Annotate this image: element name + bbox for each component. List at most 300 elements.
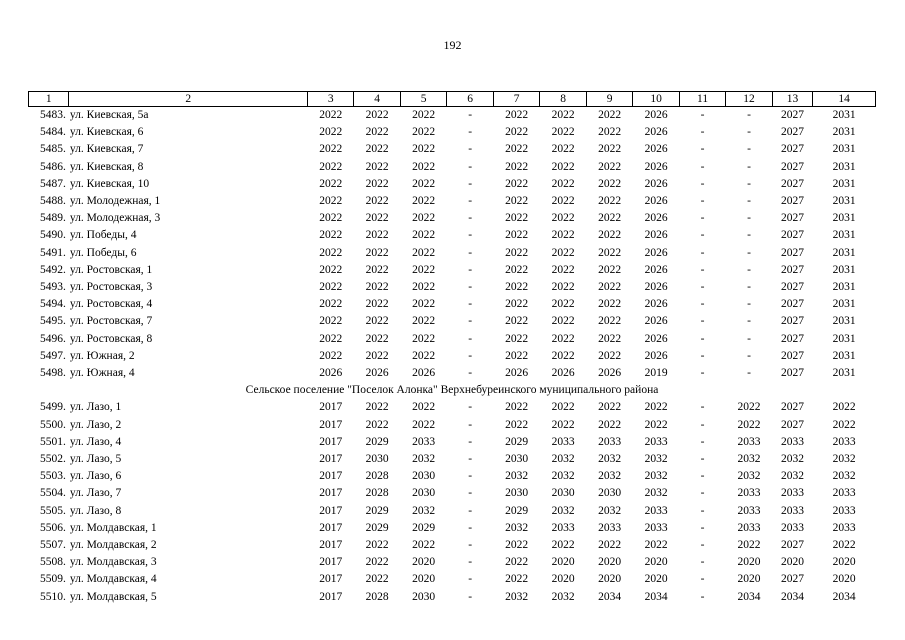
year-cell: 2027 [781, 246, 804, 259]
year-cell: 2022 [365, 573, 389, 586]
year-cell: 2022 [365, 556, 389, 569]
year-cell: - [468, 590, 473, 603]
row-number: 5494. [40, 298, 66, 311]
year-cell: 2026 [644, 160, 668, 173]
year-cell: 2027 [781, 109, 804, 121]
year-cell: - [468, 367, 473, 380]
year-cell: 2022 [505, 573, 529, 586]
year-cell: 2031 [832, 160, 856, 173]
page-number: 192 [443, 38, 462, 52]
year-cell: 2027 [781, 177, 804, 190]
year-cell: 2022 [505, 212, 529, 225]
address-cell: ул. Молодежная, 3 [69, 212, 161, 225]
year-cell: 2031 [832, 177, 856, 190]
year-cell: 2022 [551, 263, 575, 276]
year-cell: 2022 [319, 126, 343, 139]
year-cell: 2022 [365, 143, 389, 156]
year-cell: - [700, 504, 705, 517]
year-cell: 2022 [551, 177, 575, 190]
year-cell: 2022 [412, 195, 436, 208]
year-cell: 2027 [781, 195, 804, 208]
year-cell: 2022 [505, 315, 529, 328]
table-row [29, 417, 876, 434]
year-cell: - [700, 418, 705, 431]
year-cell: 2029 [505, 435, 529, 448]
year-cell: 2020 [551, 573, 575, 586]
year-cell: 2027 [781, 160, 804, 173]
year-cell: 2031 [832, 246, 856, 259]
year-cell: - [468, 177, 473, 190]
year-cell: 2032 [412, 504, 436, 517]
year-cell: 2017 [319, 418, 343, 431]
year-cell: 2022 [319, 109, 343, 121]
schedule-table [28, 91, 876, 606]
year-cell: 2026 [551, 367, 575, 380]
year-cell: 2022 [319, 315, 343, 328]
year-cell: - [700, 229, 705, 242]
year-cell: 2017 [319, 573, 343, 586]
column-number-10: 10 [633, 92, 679, 107]
year-cell: 2022 [832, 539, 856, 552]
year-cell: 2032 [598, 504, 622, 517]
year-cell: 2022 [505, 332, 529, 345]
year-cell: 2027 [781, 367, 804, 380]
year-cell: 2033 [644, 521, 668, 534]
year-cell: 2022 [412, 177, 436, 190]
year-cell: 2033 [832, 521, 856, 534]
year-cell: 2027 [781, 143, 804, 156]
year-cell: 2022 [412, 349, 436, 362]
year-cell: 2020 [412, 556, 436, 569]
year-cell: 2022 [365, 418, 389, 431]
year-cell: 2022 [365, 315, 389, 328]
year-cell: - [700, 281, 705, 294]
year-cell: 2027 [781, 418, 804, 431]
year-cell: - [468, 487, 473, 500]
year-cell: 2022 [598, 263, 622, 276]
year-cell: - [468, 556, 473, 569]
year-cell: - [700, 177, 705, 190]
year-cell: 2020 [598, 573, 622, 586]
year-cell: 2031 [832, 349, 856, 362]
year-cell: 2031 [832, 332, 856, 345]
row-number: 5505. [40, 504, 66, 517]
year-cell: - [700, 160, 705, 173]
year-cell: 2033 [412, 435, 436, 448]
year-cell: 2027 [781, 315, 804, 328]
year-cell: 2033 [781, 521, 804, 534]
table-row [29, 331, 876, 348]
year-cell: 2022 [737, 539, 761, 552]
year-cell: 2022 [365, 246, 389, 259]
year-cell: 2033 [737, 521, 761, 534]
year-cell: 2022 [551, 539, 575, 552]
table-row [29, 537, 876, 554]
table-row [29, 193, 876, 210]
year-cell: 2032 [505, 470, 529, 483]
year-cell: 2022 [551, 229, 575, 242]
year-cell: - [468, 315, 473, 328]
year-cell: 2020 [644, 556, 668, 569]
year-cell: 2022 [551, 109, 575, 121]
year-cell: 2020 [737, 556, 761, 569]
year-cell: 2027 [781, 229, 804, 242]
year-cell: - [468, 126, 473, 139]
year-cell: 2027 [781, 349, 804, 362]
year-cell: 2022 [412, 263, 436, 276]
year-cell: 2032 [412, 453, 436, 466]
year-cell: 2026 [644, 229, 668, 242]
year-cell: 2026 [644, 298, 668, 311]
address-cell: ул. Победы, 4 [69, 229, 137, 242]
year-cell: 2034 [644, 590, 668, 603]
year-cell: - [700, 195, 705, 208]
year-cell: 2022 [412, 539, 436, 552]
year-cell: 2022 [365, 160, 389, 173]
year-cell: - [700, 109, 705, 121]
year-cell: 2022 [365, 263, 389, 276]
year-cell: 2022 [365, 332, 389, 345]
year-cell: 2032 [737, 470, 761, 483]
year-cell: 2022 [598, 229, 622, 242]
year-cell: - [700, 298, 705, 311]
address-cell: ул. Киевская, 8 [69, 160, 144, 173]
row-number: 5503. [40, 470, 66, 483]
year-cell: - [747, 332, 751, 345]
year-cell: 2022 [598, 281, 622, 294]
row-number: 5492. [40, 263, 66, 276]
row-number: 5504. [40, 487, 66, 500]
year-cell: - [468, 143, 473, 156]
year-cell: 2017 [319, 590, 343, 603]
year-cell: - [747, 212, 751, 225]
year-cell: 2026 [644, 212, 668, 225]
year-cell: 2022 [412, 126, 436, 139]
year-cell: 2022 [412, 246, 436, 259]
year-cell: 2033 [737, 487, 761, 500]
table-row [29, 554, 876, 571]
address-cell: ул. Лазо, 7 [69, 487, 122, 500]
table-row [29, 571, 876, 588]
year-cell: 2030 [598, 487, 622, 500]
year-cell: - [468, 470, 473, 483]
year-cell: 2022 [737, 418, 761, 431]
table-row [29, 227, 876, 244]
table-body [29, 107, 876, 606]
year-cell: - [468, 246, 473, 259]
year-cell: - [468, 229, 473, 242]
year-cell: 2017 [319, 504, 343, 517]
year-cell: 2027 [781, 212, 804, 225]
year-cell: 2022 [505, 160, 529, 173]
year-cell: 2022 [551, 332, 575, 345]
address-cell: ул. Киевская, 6 [69, 126, 144, 139]
year-cell: 2029 [365, 504, 389, 517]
year-cell: 2033 [832, 435, 856, 448]
year-cell: - [700, 315, 705, 328]
year-cell: 2032 [598, 453, 622, 466]
year-cell: 2034 [781, 590, 804, 603]
year-cell: 2022 [598, 332, 622, 345]
year-cell: 2022 [319, 298, 343, 311]
row-number: 5493. [40, 281, 66, 294]
year-cell: 2022 [365, 349, 389, 362]
year-cell: 2033 [781, 487, 804, 500]
year-cell: 2022 [365, 539, 389, 552]
year-cell: 2033 [598, 521, 622, 534]
year-cell: 2017 [319, 487, 343, 500]
year-cell: 2027 [781, 573, 804, 586]
year-cell: - [747, 229, 751, 242]
year-cell: 2019 [644, 367, 668, 380]
year-cell: 2022 [598, 418, 622, 431]
year-cell: 2022 [551, 212, 575, 225]
year-cell: 2022 [505, 539, 529, 552]
year-cell: 2022 [365, 195, 389, 208]
year-cell: - [747, 281, 751, 294]
year-cell: 2033 [598, 435, 622, 448]
year-cell: 2031 [832, 263, 856, 276]
address-cell: ул. Киевская, 10 [69, 177, 150, 190]
year-cell: 2022 [319, 143, 343, 156]
year-cell: 2026 [598, 367, 622, 380]
year-cell: - [747, 195, 751, 208]
table-row [29, 141, 876, 158]
year-cell: 2022 [551, 401, 575, 414]
column-number-13: 13 [772, 92, 812, 107]
year-cell: 2026 [644, 315, 668, 328]
year-cell: 2022 [505, 229, 529, 242]
year-cell: 2032 [551, 590, 575, 603]
year-cell: - [700, 539, 705, 552]
year-cell: 2033 [781, 435, 804, 448]
year-cell: 2022 [598, 143, 622, 156]
column-number-12: 12 [726, 92, 772, 107]
year-cell: 2022 [319, 332, 343, 345]
row-number: 5502. [40, 453, 66, 466]
year-cell: - [700, 212, 705, 225]
year-cell: - [747, 246, 751, 259]
year-cell: 2022 [505, 143, 529, 156]
year-cell: 2032 [505, 590, 529, 603]
address-cell: ул. Ростовская, 3 [69, 281, 153, 294]
address-cell: ул. Молдавская, 4 [69, 573, 157, 586]
address-cell: ул. Лазо, 6 [69, 470, 122, 483]
row-number: 5500. [40, 418, 66, 431]
table-row [29, 279, 876, 296]
year-cell: - [747, 177, 751, 190]
year-cell: 2022 [551, 281, 575, 294]
year-cell: 2027 [781, 332, 804, 345]
table-row [29, 520, 876, 537]
year-cell: 2017 [319, 470, 343, 483]
year-cell: 2022 [598, 246, 622, 259]
year-cell: 2026 [319, 367, 343, 380]
year-cell: 2022 [319, 263, 343, 276]
year-cell: 2022 [319, 349, 343, 362]
year-cell: 2033 [644, 504, 668, 517]
year-cell: 2029 [365, 521, 389, 534]
year-cell: 2020 [737, 573, 761, 586]
year-cell: 2030 [505, 487, 529, 500]
year-cell: - [700, 246, 705, 259]
year-cell: 2030 [551, 487, 575, 500]
year-cell: 2022 [505, 246, 529, 259]
year-cell: - [747, 298, 751, 311]
year-cell: 2022 [412, 332, 436, 345]
year-cell: - [468, 418, 473, 431]
year-cell: - [700, 401, 705, 414]
row-number: 5487. [40, 177, 66, 190]
table-row [29, 107, 876, 125]
year-cell: 2022 [598, 160, 622, 173]
year-cell: 2022 [505, 126, 529, 139]
year-cell: 2026 [505, 367, 529, 380]
year-cell: - [700, 263, 705, 276]
year-cell: 2030 [505, 453, 529, 466]
year-cell: 2022 [412, 212, 436, 225]
table-row [29, 365, 876, 382]
year-cell: 2022 [412, 143, 436, 156]
year-cell: 2017 [319, 556, 343, 569]
year-cell: 2020 [598, 556, 622, 569]
year-cell: 2022 [598, 401, 622, 414]
year-cell: 2020 [551, 556, 575, 569]
year-cell: 2032 [832, 470, 856, 483]
row-number: 5510. [40, 590, 66, 603]
year-cell: 2022 [551, 143, 575, 156]
year-cell: 2027 [781, 126, 804, 139]
year-cell: 2020 [832, 573, 856, 586]
year-cell: - [700, 487, 705, 500]
address-cell: ул. Южная, 4 [69, 367, 135, 380]
year-cell: 2032 [551, 453, 575, 466]
address-cell: ул. Ростовская, 7 [69, 315, 153, 328]
year-cell: 2031 [832, 212, 856, 225]
year-cell: - [700, 453, 705, 466]
year-cell: - [747, 126, 751, 139]
year-cell: 2022 [412, 281, 436, 294]
year-cell: 2022 [598, 195, 622, 208]
table-row [29, 503, 876, 520]
year-cell: 2022 [598, 349, 622, 362]
year-cell: 2031 [832, 298, 856, 311]
year-cell: 2032 [551, 470, 575, 483]
year-cell: - [700, 590, 705, 603]
address-cell: ул. Южная, 2 [69, 349, 135, 362]
section-title: Сельское поселение "Поселок Алонка" Верхнебуреинского муниципального района [245, 384, 659, 397]
year-cell: 2033 [737, 435, 761, 448]
year-cell: 2022 [832, 401, 856, 414]
year-cell: 2034 [598, 590, 622, 603]
year-cell: 2022 [365, 401, 389, 414]
year-cell: - [747, 143, 751, 156]
year-cell: - [468, 435, 473, 448]
column-number-4: 4 [354, 92, 400, 107]
year-cell: 2022 [551, 195, 575, 208]
year-cell: 2022 [505, 281, 529, 294]
column-number-5: 5 [400, 92, 446, 107]
year-cell: - [468, 573, 473, 586]
year-cell: 2022 [412, 401, 436, 414]
row-number: 5497. [40, 349, 66, 362]
year-cell: 2031 [832, 315, 856, 328]
table-row [29, 451, 876, 468]
year-cell: 2022 [365, 126, 389, 139]
year-cell: 2017 [319, 435, 343, 448]
year-cell: 2026 [644, 349, 668, 362]
year-cell: - [468, 195, 473, 208]
address-cell: ул. Лазо, 5 [69, 453, 122, 466]
year-cell: 2022 [365, 109, 389, 121]
row-number: 5489. [40, 212, 66, 225]
year-cell: 2022 [505, 263, 529, 276]
year-cell: 2017 [319, 521, 343, 534]
column-number-1: 1 [29, 92, 69, 107]
year-cell: 2022 [412, 298, 436, 311]
year-cell: - [747, 263, 751, 276]
table-row [29, 399, 876, 416]
year-cell: 2033 [551, 521, 575, 534]
year-cell: 2022 [598, 177, 622, 190]
year-cell: - [700, 349, 705, 362]
year-cell: 2026 [644, 332, 668, 345]
address-cell: ул. Молдавская, 3 [69, 556, 157, 569]
address-cell: ул. Молдавская, 1 [69, 521, 157, 534]
year-cell: 2032 [644, 470, 668, 483]
year-cell: 2027 [781, 298, 804, 311]
year-cell: 2022 [505, 298, 529, 311]
year-cell: 2020 [412, 573, 436, 586]
year-cell: 2031 [832, 195, 856, 208]
year-cell: 2030 [412, 590, 436, 603]
year-cell: - [468, 109, 473, 121]
table-row [29, 434, 876, 451]
table-row [29, 176, 876, 193]
row-number: 5498. [40, 367, 66, 380]
year-cell: - [747, 349, 751, 362]
column-number-3: 3 [307, 92, 353, 107]
row-number: 5496. [40, 332, 66, 345]
year-cell: 2022 [551, 298, 575, 311]
year-cell: 2022 [832, 418, 856, 431]
year-cell: 2026 [644, 177, 668, 190]
year-cell: 2032 [505, 521, 529, 534]
column-number-9: 9 [586, 92, 632, 107]
year-cell: 2022 [365, 212, 389, 225]
year-cell: - [700, 143, 705, 156]
row-number: 5486. [40, 160, 66, 173]
year-cell: 2022 [598, 212, 622, 225]
year-cell: 2022 [505, 109, 529, 121]
year-cell: - [700, 332, 705, 345]
year-cell: 2017 [319, 401, 343, 414]
row-number: 5491. [40, 246, 66, 259]
year-cell: - [700, 126, 705, 139]
column-number-2: 2 [69, 92, 308, 107]
year-cell: 2026 [644, 109, 668, 121]
year-cell: - [468, 332, 473, 345]
year-cell: - [468, 212, 473, 225]
year-cell: 2020 [832, 556, 856, 569]
row-number: 5508. [40, 556, 66, 569]
year-cell: 2022 [551, 418, 575, 431]
year-cell: 2033 [737, 504, 761, 517]
year-cell: - [468, 298, 473, 311]
year-cell: 2033 [551, 435, 575, 448]
year-cell: - [747, 315, 751, 328]
column-number-14: 14 [813, 92, 876, 107]
